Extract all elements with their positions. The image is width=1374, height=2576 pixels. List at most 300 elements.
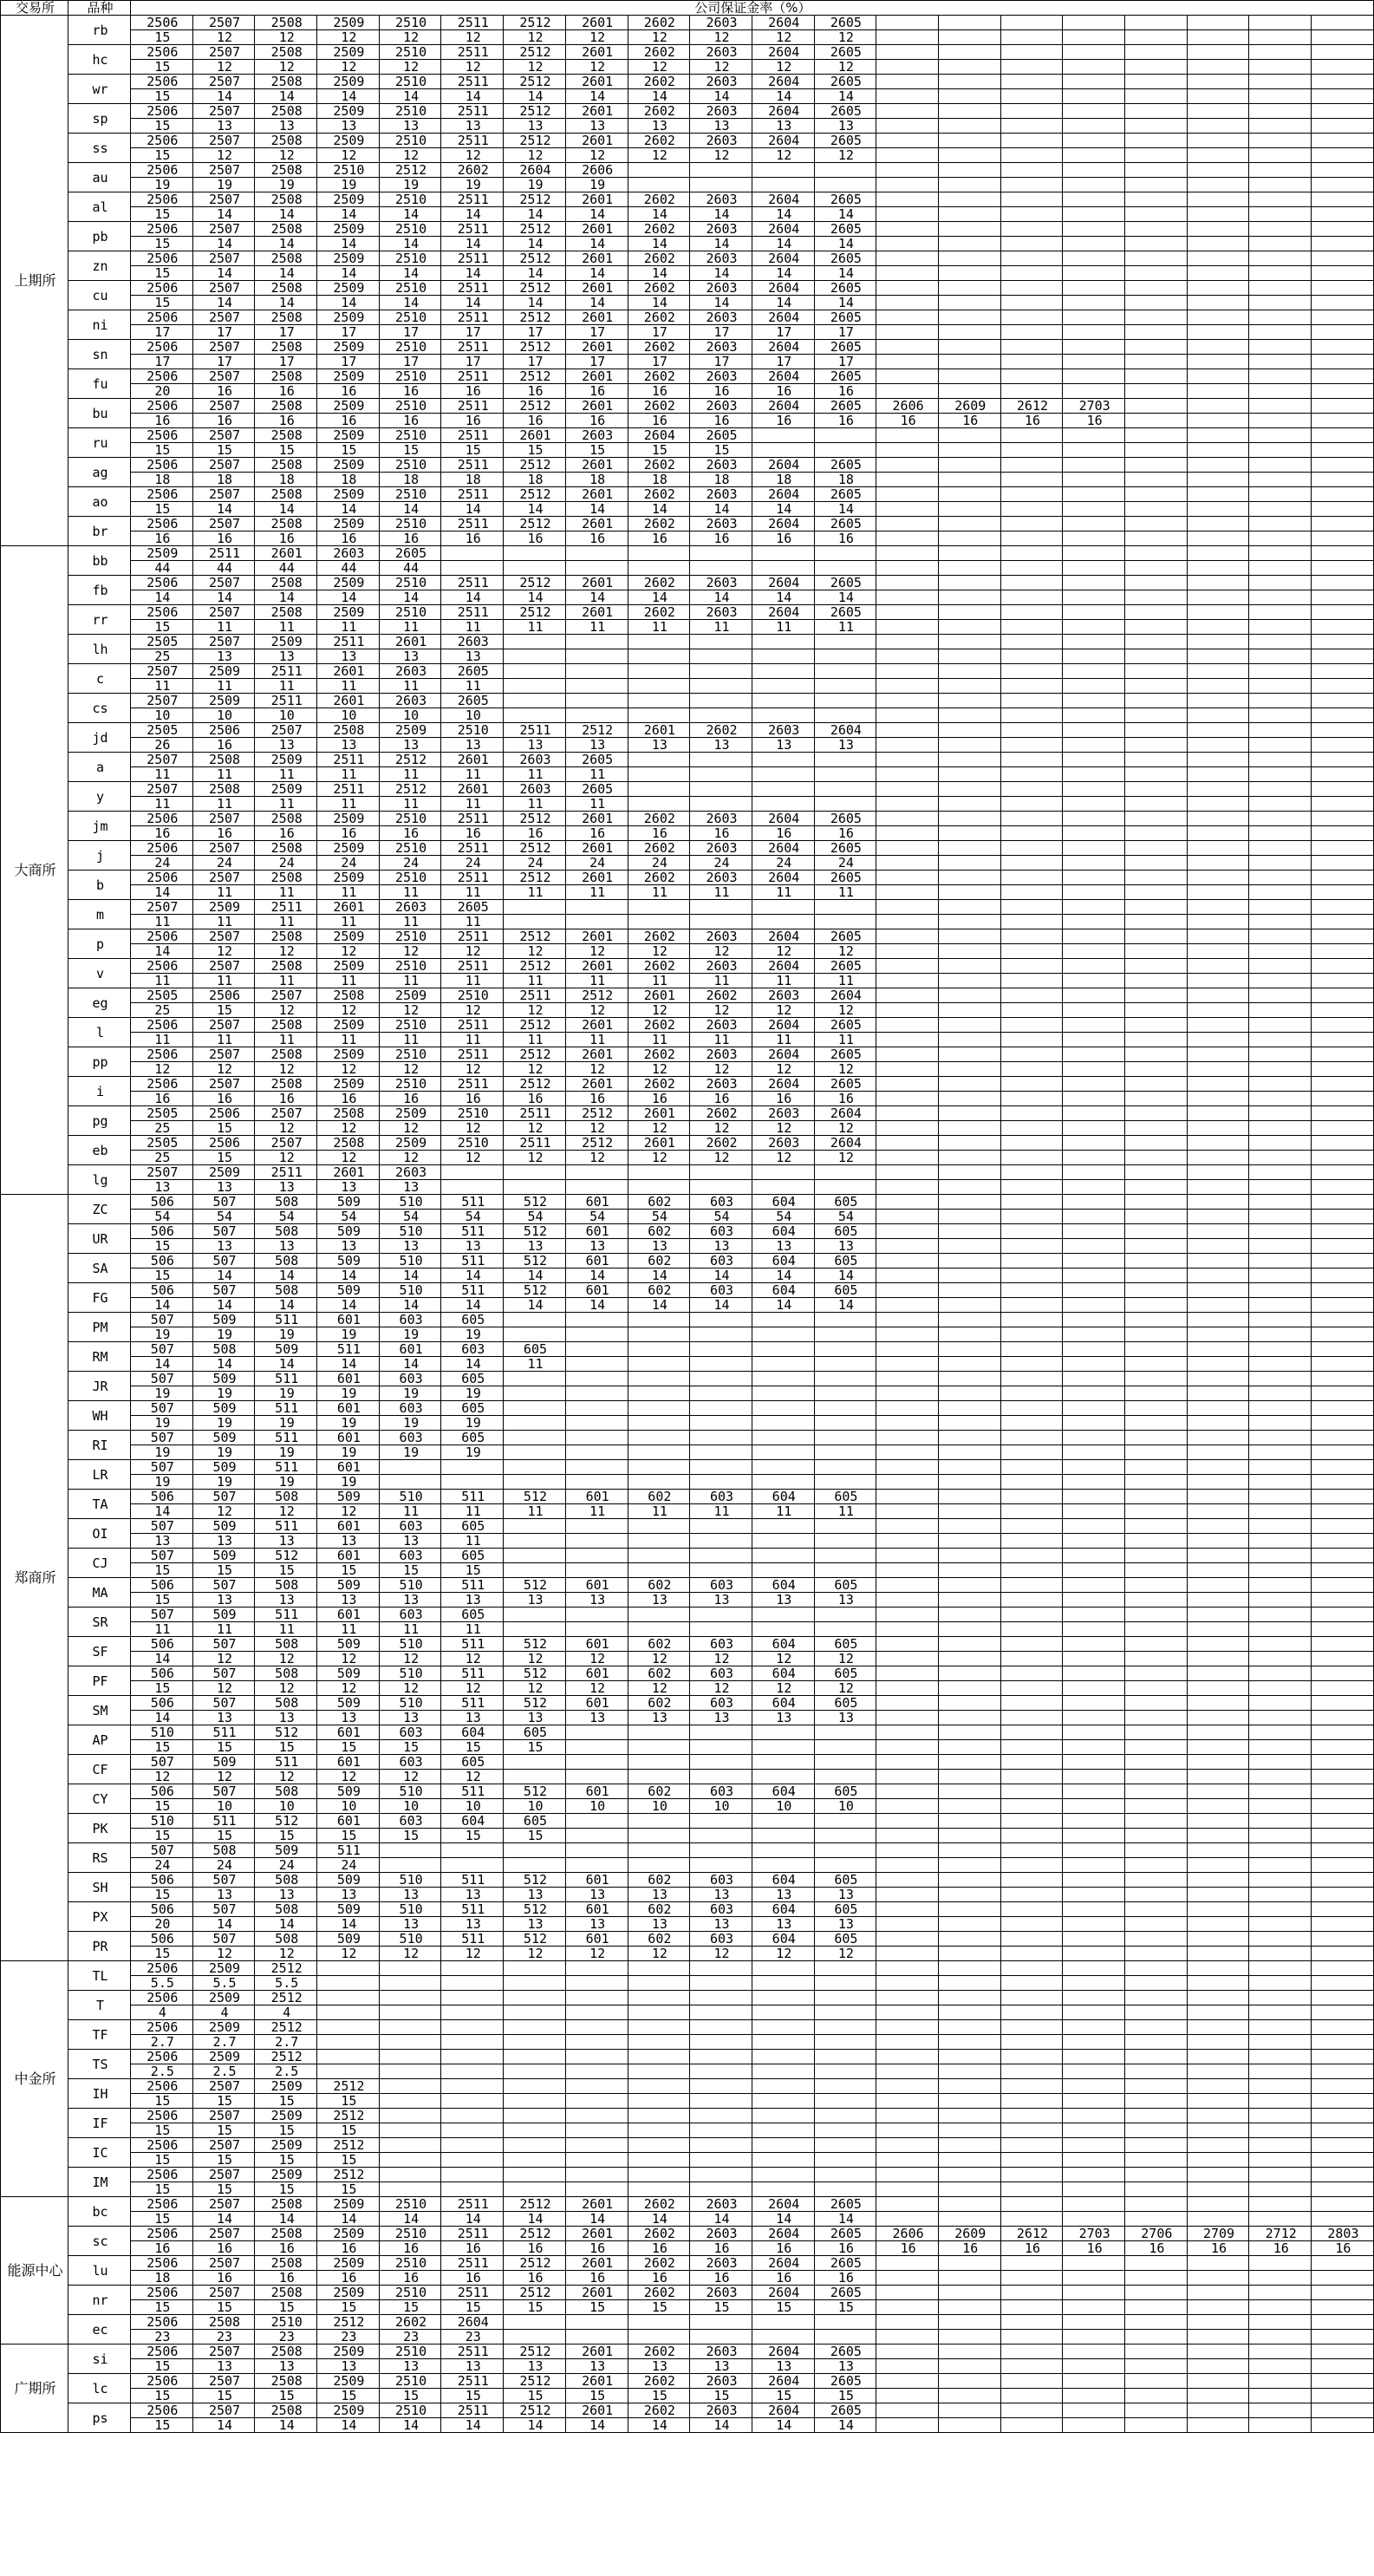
- contract-month-cell: 2507: [192, 75, 255, 89]
- margin-rate-cell: [1125, 2359, 1188, 2374]
- margin-rate-cell: 12: [752, 1003, 814, 1018]
- contract-month-cell: [1125, 1814, 1188, 1829]
- margin-rate-cell: [1249, 502, 1312, 517]
- margin-rate-cell: [1000, 1298, 1063, 1313]
- margin-rate-cell: [628, 767, 690, 782]
- margin-rate-cell: 10: [565, 1799, 628, 1814]
- contract-month-cell: 2509: [317, 340, 380, 355]
- product-month-row: [1, 1666, 1374, 1681]
- margin-rate-cell: 11: [317, 767, 380, 782]
- margin-rate-cell: [876, 2212, 939, 2227]
- contract-month-cell: [1187, 104, 1249, 119]
- contract-month-cell: 2602: [690, 988, 752, 1003]
- margin-rate-cell: [1063, 2330, 1125, 2344]
- contract-month-cell: 2604: [752, 841, 814, 856]
- contract-month-cell: 2511: [504, 988, 566, 1003]
- product-code: c: [68, 664, 131, 694]
- margin-rate-cell: [1000, 119, 1063, 134]
- contract-month-cell: [1312, 929, 1374, 944]
- margin-rate-cell: 16: [565, 384, 628, 399]
- contract-month-cell: 2605: [814, 399, 876, 414]
- margin-rate-cell: [379, 2182, 441, 2197]
- contract-month-cell: [752, 2079, 814, 2094]
- margin-rate-cell: [565, 1770, 628, 1784]
- margin-rate-cell: 11: [814, 885, 876, 900]
- margin-rate-cell: [1063, 1239, 1125, 1254]
- margin-rate-cell: 2.7: [255, 2035, 317, 2050]
- contract-month-cell: [1125, 1283, 1188, 1298]
- contract-month-cell: [876, 812, 939, 826]
- contract-month-cell: [565, 900, 628, 915]
- contract-month-cell: [938, 1342, 1000, 1357]
- contract-month-cell: [1249, 1490, 1312, 1504]
- margin-rate-cell: [1125, 2094, 1188, 2109]
- contract-month-cell: 2603: [690, 517, 752, 532]
- contract-month-cell: [876, 2286, 939, 2300]
- margin-rate-cell: 11: [441, 1504, 504, 1519]
- contract-month-cell: 2510: [379, 399, 441, 414]
- contract-month-cell: [1312, 2344, 1374, 2359]
- contract-month-cell: 601: [317, 1372, 380, 1386]
- margin-rate-cell: 15: [255, 1563, 317, 1578]
- contract-month-cell: 2603: [690, 1018, 752, 1033]
- contract-month-cell: 2511: [441, 369, 504, 384]
- contract-month-cell: [1000, 1077, 1063, 1092]
- margin-rate-cell: 12: [814, 60, 876, 75]
- margin-rate-cell: [938, 2330, 1000, 2344]
- product-rate-row: [1, 2064, 1374, 2079]
- margin-rate-cell: [1125, 738, 1188, 753]
- contract-month-cell: [1063, 1637, 1125, 1652]
- product-month-row: [1, 1549, 1374, 1563]
- margin-rate-cell: [1187, 2389, 1249, 2403]
- margin-rate-cell: [938, 148, 1000, 163]
- contract-month-cell: [1125, 1932, 1188, 1947]
- contract-month-cell: 2511: [441, 2286, 504, 2300]
- product-rate-row: [1, 1003, 1374, 1018]
- contract-month-cell: [1125, 1991, 1188, 2005]
- contract-month-cell: 2604: [752, 222, 814, 237]
- margin-rate-cell: [752, 2005, 814, 2020]
- product-month-row: [1, 1725, 1374, 1740]
- contract-month-cell: [1063, 1873, 1125, 1888]
- product-code: ss: [68, 134, 131, 163]
- contract-month-cell: 2712: [1249, 2227, 1312, 2241]
- margin-rate-cell: 14: [628, 2418, 690, 2433]
- margin-rate-cell: 14: [504, 1298, 566, 1313]
- product-rate-row: [1, 266, 1374, 281]
- margin-rate-cell: [628, 178, 690, 192]
- margin-rate-cell: [565, 649, 628, 664]
- margin-rate-cell: 14: [752, 296, 814, 310]
- contract-month-cell: [876, 723, 939, 738]
- product-rate-row: [1, 89, 1374, 104]
- margin-rate-cell: 12: [317, 1003, 380, 1018]
- contract-month-cell: [752, 694, 814, 708]
- margin-rate-cell: [1187, 1003, 1249, 1018]
- contract-month-cell: [1312, 1608, 1374, 1622]
- contract-month-cell: [379, 1961, 441, 1976]
- margin-rate-cell: [1125, 296, 1188, 310]
- contract-month-cell: [1249, 694, 1312, 708]
- contract-month-cell: [504, 664, 566, 679]
- margin-rate-cell: [876, 856, 939, 871]
- margin-rate-cell: [1187, 384, 1249, 399]
- margin-rate-cell: 15: [628, 2300, 690, 2315]
- contract-month-cell: [504, 1431, 566, 1445]
- contract-month-cell: 2507: [192, 163, 255, 178]
- contract-month-cell: [938, 576, 1000, 590]
- margin-rate-cell: [1063, 2389, 1125, 2403]
- contract-month-cell: [1312, 605, 1374, 620]
- margin-rate-cell: 12: [565, 30, 628, 45]
- margin-rate-cell: 25: [131, 1003, 193, 1018]
- contract-month-cell: [876, 1961, 939, 1976]
- contract-month-cell: [814, 664, 876, 679]
- contract-month-cell: 2603: [379, 900, 441, 915]
- contract-month-cell: 2511: [441, 2403, 504, 2418]
- contract-month-cell: [814, 2315, 876, 2330]
- margin-rate-cell: [1312, 532, 1374, 546]
- contract-month-cell: [1063, 251, 1125, 266]
- margin-rate-cell: 13: [317, 2359, 380, 2374]
- margin-rate-cell: 15: [752, 2389, 814, 2403]
- contract-month-cell: [1249, 1401, 1312, 1416]
- margin-rate-cell: 15: [131, 1268, 193, 1283]
- contract-month-cell: [1249, 487, 1312, 502]
- product-month-row: [1, 1902, 1374, 1917]
- contract-month-cell: 2601: [565, 104, 628, 119]
- margin-rate-cell: 12: [504, 148, 566, 163]
- contract-month-cell: [814, 1549, 876, 1563]
- margin-rate-cell: 11: [317, 885, 380, 900]
- contract-month-cell: [441, 1460, 504, 1475]
- contract-month-cell: 2507: [192, 812, 255, 826]
- contract-month-cell: [876, 1696, 939, 1711]
- contract-month-cell: [1312, 2050, 1374, 2064]
- margin-rate-cell: 12: [814, 1652, 876, 1666]
- contract-month-cell: [938, 2374, 1000, 2389]
- contract-month-cell: [938, 192, 1000, 207]
- contract-month-cell: 512: [504, 1578, 566, 1593]
- contract-month-cell: [1125, 134, 1188, 148]
- contract-month-cell: 2511: [441, 929, 504, 944]
- margin-rate-cell: 12: [192, 1652, 255, 1666]
- margin-rate-cell: 2.7: [131, 2035, 193, 2050]
- contract-month-cell: [628, 1961, 690, 1976]
- margin-rate-cell: [1187, 1504, 1249, 1519]
- contract-month-cell: [1249, 988, 1312, 1003]
- margin-rate-cell: [690, 679, 752, 694]
- contract-month-cell: 511: [441, 1873, 504, 1888]
- margin-rate-cell: [1187, 355, 1249, 369]
- contract-month-cell: 506: [131, 1902, 193, 1917]
- margin-rate-cell: [938, 1799, 1000, 1814]
- contract-month-cell: [876, 1932, 939, 1947]
- margin-rate-header: 公司保证金率（%）: [131, 1, 1374, 16]
- contract-month-cell: [814, 694, 876, 708]
- margin-rate-cell: 13: [192, 119, 255, 134]
- margin-rate-cell: 17: [690, 325, 752, 340]
- margin-rate-cell: 18: [131, 473, 193, 487]
- contract-month-cell: [1125, 2315, 1188, 2330]
- contract-month-cell: 2602: [441, 163, 504, 178]
- contract-month-cell: 511: [255, 1608, 317, 1622]
- product-month-row: [1, 2138, 1374, 2153]
- margin-rate-cell: [938, 885, 1000, 900]
- margin-rate-cell: 13: [565, 1593, 628, 1608]
- contract-month-cell: [1249, 635, 1312, 649]
- margin-rate-cell: [938, 1151, 1000, 1165]
- contract-month-cell: [628, 900, 690, 915]
- margin-rate-cell: [1249, 1711, 1312, 1725]
- margin-rate-cell: 5.5: [192, 1976, 255, 1991]
- margin-rate-cell: 14: [504, 296, 566, 310]
- margin-rate-cell: [876, 266, 939, 281]
- margin-rate-cell: [1249, 915, 1312, 929]
- contract-month-cell: [1312, 2168, 1374, 2182]
- contract-month-cell: [752, 2315, 814, 2330]
- contract-month-cell: 2506: [131, 45, 193, 60]
- product-month-row: [1, 2286, 1374, 2300]
- contract-month-cell: [752, 782, 814, 797]
- margin-rate-cell: [938, 237, 1000, 251]
- contract-month-cell: [876, 576, 939, 590]
- margin-rate-cell: [441, 1180, 504, 1195]
- margin-rate-cell: 16: [690, 384, 752, 399]
- contract-month-cell: [1249, 2079, 1312, 2094]
- margin-rate-cell: 12: [565, 1681, 628, 1696]
- contract-month-cell: 511: [441, 1224, 504, 1239]
- margin-rate-cell: [938, 1740, 1000, 1755]
- contract-month-cell: [938, 694, 1000, 708]
- contract-month-cell: 2601: [565, 222, 628, 237]
- margin-rate-cell: [1063, 1593, 1125, 1608]
- contract-month-cell: [1125, 104, 1188, 119]
- contract-month-cell: 2510: [379, 369, 441, 384]
- margin-rate-cell: 16: [255, 532, 317, 546]
- margin-rate-cell: [504, 1327, 566, 1342]
- product-code: CY: [68, 1784, 131, 1814]
- margin-rate-cell: 15: [131, 1799, 193, 1814]
- margin-rate-cell: 17: [255, 355, 317, 369]
- margin-rate-cell: [876, 1681, 939, 1696]
- contract-month-cell: [628, 2138, 690, 2153]
- contract-month-cell: [752, 1549, 814, 1563]
- contract-month-cell: 2601: [565, 929, 628, 944]
- product-month-row: [1, 2227, 1374, 2241]
- contract-month-cell: [938, 2079, 1000, 2094]
- contract-month-cell: [1187, 2079, 1249, 2094]
- contract-month-cell: 508: [255, 1195, 317, 1210]
- margin-rate-cell: 11: [504, 1033, 566, 1047]
- margin-rate-cell: 19: [441, 1445, 504, 1460]
- margin-rate-cell: 16: [317, 532, 380, 546]
- margin-rate-cell: [938, 649, 1000, 664]
- contract-month-cell: [1187, 1549, 1249, 1563]
- contract-month-cell: [690, 1313, 752, 1327]
- contract-month-cell: [1249, 310, 1312, 325]
- contract-month-cell: [1125, 310, 1188, 325]
- contract-month-cell: [752, 2138, 814, 2153]
- contract-month-cell: 602: [628, 1666, 690, 1681]
- margin-rate-cell: 13: [565, 1917, 628, 1932]
- contract-month-cell: 605: [504, 1814, 566, 1829]
- margin-rate-cell: 12: [255, 1770, 317, 1784]
- contract-month-cell: [814, 1313, 876, 1327]
- contract-month-cell: [938, 753, 1000, 767]
- margin-rate-cell: [1063, 1534, 1125, 1549]
- contract-month-cell: [1063, 1578, 1125, 1593]
- contract-month-cell: [628, 1342, 690, 1357]
- contract-month-cell: [441, 2138, 504, 2153]
- contract-month-cell: [379, 2050, 441, 2064]
- margin-rate-cell: 15: [814, 2300, 876, 2315]
- margin-rate-cell: 16: [1000, 414, 1063, 428]
- contract-month-cell: [1187, 1283, 1249, 1298]
- contract-month-cell: [814, 1991, 876, 2005]
- margin-rate-cell: 12: [441, 60, 504, 75]
- contract-month-cell: [752, 900, 814, 915]
- contract-month-cell: 511: [441, 1637, 504, 1652]
- contract-month-cell: [1312, 1696, 1374, 1711]
- margin-rate-cell: 15: [317, 1563, 380, 1578]
- contract-month-cell: [1312, 1961, 1374, 1976]
- contract-month-cell: 2507: [192, 2109, 255, 2123]
- contract-month-cell: 2508: [255, 605, 317, 620]
- contract-month-cell: [504, 694, 566, 708]
- contract-month-cell: 2506: [131, 2109, 193, 2123]
- margin-rate-cell: [1249, 561, 1312, 576]
- contract-month-cell: [1187, 1755, 1249, 1770]
- contract-month-cell: [1063, 2286, 1125, 2300]
- contract-month-cell: [1312, 2138, 1374, 2153]
- contract-month-cell: 507: [131, 1608, 193, 1622]
- contract-month-cell: [1063, 1313, 1125, 1327]
- contract-month-cell: [1063, 1254, 1125, 1268]
- margin-rate-cell: 15: [131, 237, 193, 251]
- contract-month-cell: [1249, 1283, 1312, 1298]
- contract-month-cell: 2509: [317, 2403, 380, 2418]
- margin-rate-cell: 24: [131, 1858, 193, 1873]
- margin-rate-cell: [1187, 2005, 1249, 2020]
- contract-month-cell: 2508: [255, 2256, 317, 2271]
- contract-month-cell: [938, 1608, 1000, 1622]
- contract-month-cell: [752, 1608, 814, 1622]
- contract-month-cell: 601: [317, 1814, 380, 1829]
- contract-month-cell: 511: [441, 1283, 504, 1298]
- margin-rate-cell: [1063, 2064, 1125, 2079]
- product-rate-row: [1, 1386, 1374, 1401]
- contract-month-cell: 2509: [317, 2374, 380, 2389]
- margin-rate-cell: [938, 767, 1000, 782]
- margin-rate-cell: [1312, 2212, 1374, 2227]
- contract-month-cell: 2507: [192, 841, 255, 856]
- margin-rate-cell: 14: [814, 237, 876, 251]
- margin-rate-cell: 11: [690, 1504, 752, 1519]
- contract-month-cell: 511: [441, 1490, 504, 1504]
- contract-month-cell: 2509: [379, 723, 441, 738]
- margin-rate-cell: 12: [379, 30, 441, 45]
- margin-rate-cell: 16: [1063, 414, 1125, 428]
- margin-rate-cell: [1125, 2212, 1188, 2227]
- contract-month-cell: 2507: [192, 399, 255, 414]
- contract-month-cell: 511: [255, 1313, 317, 1327]
- contract-month-cell: 2506: [131, 369, 193, 384]
- contract-month-cell: [1125, 1047, 1188, 1062]
- contract-month-cell: 2511: [441, 517, 504, 532]
- contract-month-cell: [1249, 1932, 1312, 1947]
- margin-rate-cell: [876, 1740, 939, 1755]
- margin-rate-cell: 15: [131, 1888, 193, 1902]
- margin-rate-cell: 11: [317, 1622, 380, 1637]
- margin-rate-cell: 12: [441, 1947, 504, 1961]
- contract-month-cell: [876, 546, 939, 561]
- margin-rate-cell: [1187, 1092, 1249, 1106]
- contract-month-cell: 2506: [131, 2138, 193, 2153]
- margin-rate-cell: [938, 1681, 1000, 1696]
- margin-rate-cell: [1187, 2418, 1249, 2433]
- margin-rate-cell: [1000, 1357, 1063, 1372]
- contract-month-cell: 2605: [565, 782, 628, 797]
- contract-month-cell: 603: [690, 1283, 752, 1298]
- contract-month-cell: [1312, 369, 1374, 384]
- contract-month-cell: [1187, 1431, 1249, 1445]
- margin-rate-cell: [876, 2094, 939, 2109]
- margin-rate-cell: [1249, 2212, 1312, 2227]
- margin-rate-cell: [1187, 1416, 1249, 1431]
- margin-rate-cell: 15: [131, 1239, 193, 1254]
- contract-month-cell: [876, 1165, 939, 1180]
- contract-month-cell: [1249, 192, 1312, 207]
- contract-month-cell: 2602: [628, 45, 690, 60]
- margin-rate-cell: [1187, 1740, 1249, 1755]
- contract-month-cell: [814, 2079, 876, 2094]
- margin-rate-cell: 24: [192, 856, 255, 871]
- contract-month-cell: [938, 1725, 1000, 1740]
- margin-rate-cell: [1312, 679, 1374, 694]
- contract-month-cell: 603: [379, 1755, 441, 1770]
- margin-rate-cell: 13: [752, 1239, 814, 1254]
- margin-rate-cell: [876, 1357, 939, 1372]
- contract-month-cell: [1000, 428, 1063, 443]
- margin-rate-cell: 12: [504, 1151, 566, 1165]
- margin-rate-cell: 11: [752, 1033, 814, 1047]
- contract-month-cell: 603: [690, 1195, 752, 1210]
- product-rate-row: [1, 620, 1374, 635]
- margin-rate-cell: 16: [565, 1092, 628, 1106]
- margin-rate-cell: 10: [379, 1799, 441, 1814]
- margin-rate-cell: [690, 1563, 752, 1578]
- contract-month-cell: [1249, 546, 1312, 561]
- margin-rate-cell: [1125, 532, 1188, 546]
- contract-month-cell: 2507: [192, 2344, 255, 2359]
- contract-month-cell: [1187, 369, 1249, 384]
- margin-rate-cell: [1312, 2330, 1374, 2344]
- contract-month-cell: [628, 2315, 690, 2330]
- margin-rate-cell: [379, 1475, 441, 1490]
- margin-rate-cell: 15: [441, 2300, 504, 2315]
- contract-month-cell: [1000, 1961, 1063, 1976]
- margin-rate-cell: 23: [255, 2330, 317, 2344]
- contract-month-cell: 2605: [814, 2286, 876, 2300]
- contract-month-cell: [1249, 576, 1312, 590]
- margin-rate-cell: 54: [192, 1210, 255, 1224]
- margin-rate-cell: [876, 2389, 939, 2403]
- product-month-row: [1, 694, 1374, 708]
- contract-month-cell: 508: [255, 1490, 317, 1504]
- margin-rate-cell: 12: [317, 148, 380, 163]
